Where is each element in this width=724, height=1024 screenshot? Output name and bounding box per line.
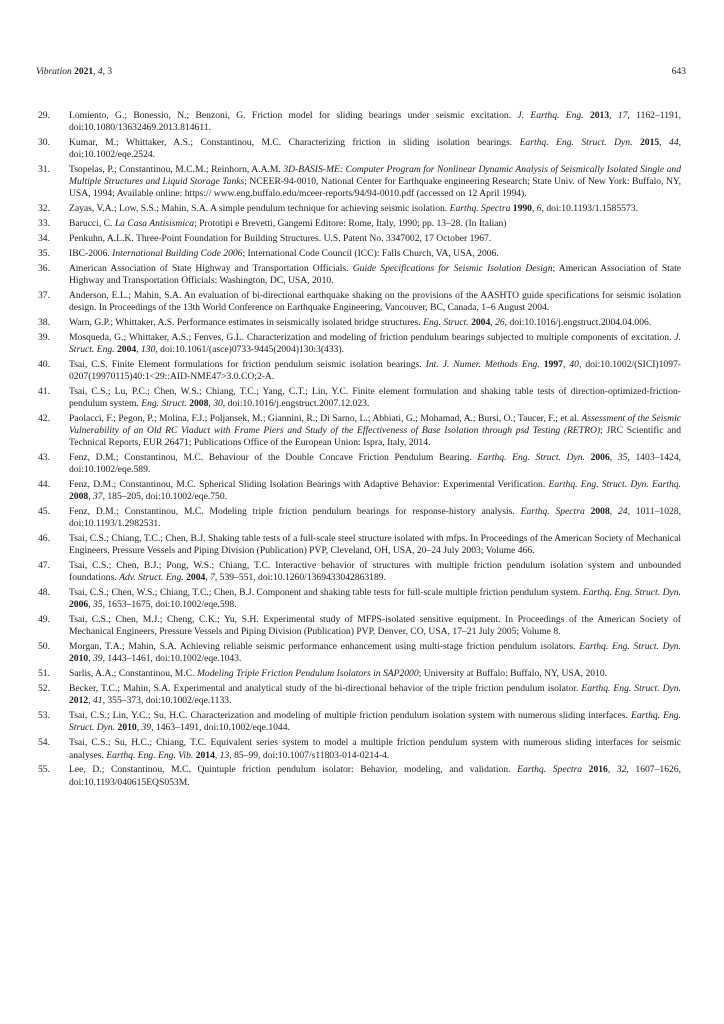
reference-text xyxy=(69,218,681,230)
italic-segment: 7 xyxy=(210,572,215,584)
reference-number: 51. xyxy=(38,668,50,680)
reference-item xyxy=(38,560,681,584)
reference-number: 49. xyxy=(38,614,50,626)
text-segment: , 1653–1675, doi:10.1002/eqe.598. xyxy=(102,599,237,611)
journal-volume: 4 xyxy=(97,67,103,77)
text-segment: , doi:10.1016/j.engstruct.2004.04.006. xyxy=(504,317,652,328)
bold-segment: 2014 xyxy=(195,749,215,761)
text-segment: , 1463–1491, doi:10.1002/eqe.1044. xyxy=(151,722,290,734)
reference-text xyxy=(69,641,681,665)
reference-item xyxy=(38,668,681,680)
bold-segment: 2004 xyxy=(186,572,206,584)
reference-list xyxy=(38,110,681,791)
text-segment: , 85–99, doi:10.1007/s11803-014-0214-4. xyxy=(229,749,390,761)
text-segment: American Association of State Highway and Transportation Officials. xyxy=(69,262,353,274)
text-segment: , xyxy=(609,110,618,121)
italic-segment: 35 xyxy=(617,452,628,464)
reference-item xyxy=(38,218,681,230)
reference-number: 35. xyxy=(38,248,50,259)
text-segment: , xyxy=(88,491,93,503)
italic-segment: J. Earthq. Eng. xyxy=(517,110,584,121)
reference-item xyxy=(38,452,681,476)
reference-text xyxy=(69,560,681,584)
reference-number: 31. xyxy=(38,164,50,176)
journal-year: 2021 xyxy=(74,67,94,77)
text-segment: ; American Association of State Highway and Transportation Officials: Washington, DC, USA, 2010. xyxy=(69,262,681,287)
text-segment: , doi:10.1002/(SICI)1097-0207(19970115)40:1<29::AID-NME47>3.0.CO;2-A. xyxy=(69,358,682,383)
text-segment: ; JRC Scientific and Technical Reports, EUR 26471; Publications Office of the European Union: Ispra, Italy, 2014. xyxy=(69,425,681,449)
reference-number: 47. xyxy=(38,560,50,572)
italic-segment: 3D-BASIS-ME: Computer Program for Nonlinear Dynamic Analysis of Seismically Isolated Single and Multiple Structures and Liquid Storage Tanks xyxy=(69,164,681,188)
bold-segment: 2013 xyxy=(589,110,610,121)
reference-text xyxy=(69,668,681,680)
bold-segment: 1990 xyxy=(512,203,532,215)
italic-segment: 130 xyxy=(140,344,156,356)
text-segment: , doi:10.1193/1.1585573. xyxy=(541,203,638,215)
reference-number: 48. xyxy=(38,587,50,599)
bold-segment: 2015 xyxy=(639,137,660,149)
bold-segment: 2006 xyxy=(590,452,610,464)
reference-item xyxy=(38,317,681,329)
reference-text xyxy=(69,164,681,200)
text-segment: , xyxy=(205,572,211,584)
italic-segment: Earthq. Spectra xyxy=(517,764,583,776)
reference-text xyxy=(69,764,681,788)
bold-segment: 2016 xyxy=(588,764,608,776)
bold-segment: 2012 xyxy=(69,695,89,707)
text-segment: , 1403–1424, doi:10.1002/eqe.589. xyxy=(69,452,682,476)
text-segment: Barucci, C. xyxy=(69,218,115,230)
reference-text xyxy=(69,479,681,503)
page-header xyxy=(36,66,686,78)
reference-number: 32. xyxy=(38,203,50,215)
text-segment: ; Prototipi e Brevetti, Gangemi Editore: Rome, Italy, 1990; pp. 13–28. (In Italian) xyxy=(194,218,507,230)
italic-segment: 40 xyxy=(569,358,579,370)
text-segment: Tsai, C.S.; Chen, B.J.; Pong, W.S.; Chiang, T.C. Interactive behavior of structures with multiple friction pendulum isolation system and unbounded foundations. xyxy=(69,560,681,584)
reference-text xyxy=(69,710,681,734)
text-segment: IBC-2006. xyxy=(69,248,113,259)
reference-text xyxy=(69,413,681,449)
italic-segment: J. Struct. Eng. xyxy=(69,331,681,356)
text-segment: ; International Code Council (ICC): Falls Church, VA, USA, 2006. xyxy=(242,248,499,259)
text-segment: , doi:10.1061/(asce)0733-9445(2004)130:3(433). xyxy=(155,344,345,356)
reference-number: 53. xyxy=(38,710,50,722)
text-segment: , xyxy=(88,653,93,665)
text-segment: Tsai, C.S.; Lin, Y.C.; Su, H.C. Characterization and modeling of multiple friction pendulum isolation system with numerous sliding interfaces. xyxy=(69,710,632,722)
text-segment: , xyxy=(609,452,618,464)
text-segment: , xyxy=(88,695,93,707)
italic-segment: Int. J. Numer. Methods Eng. xyxy=(425,358,540,370)
reference-item xyxy=(38,413,681,449)
reference-text xyxy=(69,233,681,245)
italic-segment: 13 xyxy=(219,749,230,761)
text-segment: , 539–551, doi:10.1260/1369433042863189. xyxy=(214,572,386,584)
reference-item xyxy=(38,737,681,761)
text-segment: Penkuhn, A.L.K. Three-Point Foundation for Building Structures. U.S. Patent No. 3347002, 17 October 1967. xyxy=(69,233,492,245)
italic-segment: 39 xyxy=(92,653,103,665)
bold-segment: 2004 xyxy=(471,317,491,328)
reference-number: 34. xyxy=(38,233,50,245)
italic-segment: Modeling Triple Friction Pendulum Isolators in SAP2000 xyxy=(196,668,419,680)
text-segment: , xyxy=(659,137,670,149)
bold-segment: 2008 xyxy=(69,491,89,503)
text-segment: Tsai, C.S.; Chen, W.S.; Chiang, T.C.; Chen, B.J. Component and shaking table tests for full-scale multiple friction pendulum system. xyxy=(69,587,583,599)
text-segment: Paolacci, F.; Pegon, P.; Molina, F.J.; Poljansek, M.; Giannini, R.; Di Sarno, L.; Abbiati, G.; Mohamad, A.; Bursi, O.; Taucer, F.; et al. xyxy=(69,413,582,425)
reference-number: 41. xyxy=(38,386,50,397)
reference-text xyxy=(69,359,681,383)
text-segment: Becker, T.C.; Mahin, S.A. Experimental and analytical study of the bi-directional behavior of the triple friction pendulum isolator. xyxy=(69,683,582,695)
reference-number: 46. xyxy=(38,533,50,545)
italic-segment: Earthq. Eng. Struct. Dyn. xyxy=(477,452,585,464)
reference-number: 45. xyxy=(38,506,50,518)
reference-number: 55. xyxy=(38,764,50,776)
reference-text xyxy=(69,317,681,329)
reference-item xyxy=(38,479,681,503)
text-segment: , 1011–1028, doi:10.1193/1.2982531. xyxy=(69,506,681,530)
text-segment: Tsopelas, P.; Constantinou, M.C.M.; Reinhorn, A.A.M. xyxy=(69,164,284,176)
bold-segment: 2008 xyxy=(590,506,610,518)
italic-segment: Earthq. Spectra xyxy=(520,506,585,518)
reference-text xyxy=(69,203,681,215)
italic-segment: 37 xyxy=(92,491,103,503)
reference-text xyxy=(69,263,681,287)
reference-text xyxy=(69,332,681,356)
text-segment: Tsai, C.S.; Chiang, T.C.; Chen, B.J. Shaking table tests of a full-scale steel structure isolated with mfps. In Proceedings of the American Society of Mechanical Engineers, Pressure Vessels and Piping Division (Publication) PVP, Cleveland, OH, USA, 20–24 July 2003; Volume 466. xyxy=(69,533,681,557)
reference-item xyxy=(38,203,681,215)
reference-item xyxy=(38,683,681,707)
italic-segment: Earthq. Eng. Struct. Dyn. xyxy=(581,683,681,695)
text-segment: Warn, G.P.; Whittaker, A.S. Performance estimates in seismically isolated bridge structures. xyxy=(69,317,424,328)
text-segment: , xyxy=(214,749,220,761)
reference-item xyxy=(38,233,681,245)
italic-segment: 35 xyxy=(92,599,103,611)
reference-number: 33. xyxy=(38,218,50,230)
reference-text xyxy=(69,506,681,530)
text-segment: Zayas, V.A.; Low, S.S.; Mahin, S.A. A simple pendulum technique for achieving seismic isolation. xyxy=(69,203,450,215)
italic-segment: Adv. Struct. Eng. xyxy=(119,572,184,584)
text-segment: , xyxy=(609,506,618,518)
reference-item xyxy=(38,263,681,287)
reference-number: 50. xyxy=(38,641,50,653)
text-segment: , 1162–1191, doi:10.1080/13632469.2013.814611. xyxy=(69,110,682,134)
reference-item xyxy=(38,587,681,611)
text-segment: ; NCEER-94-0010, National Center for Earthquake engineering Research; State Univ. of New York: Buffalo, NY, USA, 1994; Available online: https:// www.eng.buffalo.edu/mceer-reports/94/94-0010.pdf (accessed on 12 April 1994). xyxy=(69,176,681,200)
italic-segment: 24 xyxy=(617,506,628,518)
text-segment: Morgan, T.A.; Mahin, S.A. Achieving reliable seismic performance enhancement using multi-stage friction pendulum isolators. xyxy=(69,641,580,653)
reference-number: 54. xyxy=(38,737,50,749)
text-segment: ; University at Buffalo: Buffalo, NY, USA, 2010. xyxy=(418,668,608,680)
text-segment: , 355–373, doi:10.1002/eqe.1133. xyxy=(102,695,232,707)
text-segment: , 1607–1626, doi:10.1193/040615EQS053M. xyxy=(69,764,681,788)
text-segment: , doi:10.1016/j.engstruct.2007.12.023. xyxy=(222,398,370,410)
reference-number: 30. xyxy=(38,137,50,149)
reference-number: 29. xyxy=(38,110,50,121)
text-segment: , xyxy=(136,344,141,356)
reference-number: 39. xyxy=(38,331,50,343)
text-segment: Anderson, E.L.; Mahin, S.A. An evaluation of bi-directional earthquake shaking on the provisions of the AASHTO guide specifications for seismic isolation design. In Proceedings of the 13th World Conference on Earthquake Engineering, Vancouver, BC, Canada, 1–6 August 2004. xyxy=(69,289,681,314)
reference-item xyxy=(38,110,681,134)
text-segment: , xyxy=(490,317,496,328)
reference-text xyxy=(69,248,681,260)
reference-number: 42. xyxy=(38,413,50,425)
text-segment: , xyxy=(136,722,142,734)
reference-number: 40. xyxy=(38,358,50,370)
reference-number: 37. xyxy=(38,289,50,301)
text-segment: , xyxy=(531,203,537,215)
text-segment xyxy=(582,764,589,775)
text-segment: Tsai, C.S.; Su, H.C.; Chiang, T.C. Equivalent series system to model a multiple friction pendulum system with numerous sliding interfaces for seismic analyses. xyxy=(69,737,681,761)
reference-text xyxy=(69,137,681,161)
reference-text xyxy=(69,533,681,557)
reference-text xyxy=(69,614,681,638)
text-segment: Kumar, M.; Whittaker, A.S.; Constantinou, M.C. Characterizing friction in sliding isolation bearings. xyxy=(69,137,520,149)
reference-text xyxy=(69,290,681,314)
text-segment: , 185–205, doi:10.1002/eqe.750. xyxy=(102,491,228,503)
italic-segment: 17 xyxy=(617,110,628,121)
italic-segment: 26 xyxy=(495,317,505,328)
reference-text xyxy=(69,587,681,611)
italic-segment: 32 xyxy=(616,764,627,776)
text-segment: , xyxy=(562,358,570,370)
italic-segment: International Building Code 2006 xyxy=(112,248,243,259)
text-segment: , xyxy=(607,764,617,776)
italic-segment: Earthq. Eng. Struct. Dyn. xyxy=(69,710,681,734)
reference-text xyxy=(69,737,681,761)
reference-item xyxy=(38,710,681,734)
italic-segment: Eng. Struct. xyxy=(141,398,187,410)
text-segment: Sarlis, A.A.; Constantinou, M.C. xyxy=(69,668,197,680)
reference-item xyxy=(38,533,681,557)
italic-segment: 44 xyxy=(669,137,679,149)
italic-segment: Earthq. Eng. Struct. Dyn. xyxy=(519,137,633,149)
reference-number: 43. xyxy=(38,452,50,464)
italic-segment: Eng. Struct. xyxy=(423,317,469,328)
italic-segment: Earthq. Spectra xyxy=(449,203,511,215)
reference-item xyxy=(38,614,681,638)
reference-item xyxy=(38,386,681,410)
italic-segment: 6 xyxy=(536,203,542,215)
reference-text xyxy=(69,110,681,134)
italic-segment: 30 xyxy=(213,398,223,410)
reference-text xyxy=(69,386,681,410)
reference-number: 36. xyxy=(38,262,50,274)
journal-citation: Vibration 2021, 4, 3 xyxy=(36,67,113,77)
text-segment: Lee, D.; Constantinou, M.C. Quintuple friction pendulum isolator: Behavior, modeling, and validation. xyxy=(69,764,518,776)
italic-segment: Earthq. Eng. Struct. Dyn. xyxy=(579,641,681,653)
text-segment: Mosqueda, G.; Whittaker, A.S.; Fenves, G.L. Characterization and modeling of friction pendulum bearings subjected to multiple components of excitation. xyxy=(69,331,675,343)
reference-item xyxy=(38,641,681,665)
text-segment: , doi:10.1002/eqe.2524. xyxy=(69,137,682,161)
bold-segment: 2006 xyxy=(69,599,89,611)
reference-text xyxy=(69,452,681,476)
text-segment: Tsai, C.S.; Lu, P.C.; Chen, W.S.; Chiang, T.C.; Yang, C.T.; Lin, Y.C. Finite element formulation and shaking table tests of direction-optimized-friction-pendulum system. xyxy=(69,386,681,410)
reference-number: 38. xyxy=(38,317,50,328)
journal-name: Vibration xyxy=(36,67,72,77)
italic-segment: La Casa Antisismica xyxy=(114,218,195,230)
italic-segment: 39 xyxy=(141,722,152,734)
reference-item xyxy=(38,137,681,161)
italic-segment: Earthq. Eng. Eng. Vib. xyxy=(106,749,194,761)
bold-segment: 2004 xyxy=(116,344,137,356)
reference-item xyxy=(38,332,681,356)
bold-segment: 2008 xyxy=(189,398,209,410)
journal-issue: 3 xyxy=(107,67,113,77)
text-segment xyxy=(633,137,640,148)
bold-segment: 1997 xyxy=(543,358,563,370)
italic-segment: Earthq. Eng. Struct. Dyn. xyxy=(582,587,681,599)
text-segment: , xyxy=(88,599,93,611)
italic-segment: Earthq. Eng. Struct. Dyn. Earthq. xyxy=(548,479,681,491)
reference-number: 52. xyxy=(38,683,50,695)
italic-segment: 41 xyxy=(92,695,103,707)
text-segment: Lomiento, G.; Bonessio, N.; Benzoni, G. Friction model for sliding bearings under seismic excitation. xyxy=(69,110,518,121)
text-segment: Fenz, D.M.; Constantinou, M.C. Behaviour of the Double Concave Friction Pendulum Bearing. xyxy=(69,452,478,464)
reference-item xyxy=(38,506,681,530)
page-number: 643 xyxy=(671,67,686,77)
text-segment: Fenz, D.M.; Constantinou, M.C. Spherical Sliding Isolation Bearings with Adaptive Behavior: Experimental Verification. xyxy=(69,479,549,491)
italic-segment: Guide Specifications for Seismic Isolation Design xyxy=(352,262,553,274)
reference-item xyxy=(38,359,681,383)
text-segment: Fenz, D.M.; Constantinou, M.C. Modeling triple friction pendulum bearings for response-history analysis. xyxy=(69,506,521,518)
reference-item xyxy=(38,164,681,200)
bold-segment: 2010 xyxy=(69,653,89,665)
text-segment: , xyxy=(208,398,214,410)
reference-number: 44. xyxy=(38,479,50,491)
reference-item xyxy=(38,290,681,314)
text-segment: Tsai, C.S. Finite Element formulations for friction pendulum seismic isolation bearings. xyxy=(69,358,426,370)
text-segment: Tsai, C.S.; Chen, M.J.; Cheng, C.K.; Yu, S.H. Experimental study of MFPS-isolated sensitive equipment. In Proceedings of the American Society of Mechanical Engineers, Pressure Vessels and Piping Division (Publication) PVP, Denver, CO, USA, 17–21 July 2005; Volume 8. xyxy=(69,614,681,638)
reference-item xyxy=(38,248,681,260)
reference-item xyxy=(38,764,681,788)
reference-text xyxy=(69,683,681,707)
bold-segment: 2010 xyxy=(117,722,137,734)
italic-segment: Assessment of the Seismic Vulnerability of an Old RC Viaduct with Frame Piers and Study of the Effectiveness of Base Isolation through psd Testing (RETRO) xyxy=(69,413,681,437)
text-segment: , 1443–1461, doi:10.1002/eqe.1043. xyxy=(102,653,242,665)
